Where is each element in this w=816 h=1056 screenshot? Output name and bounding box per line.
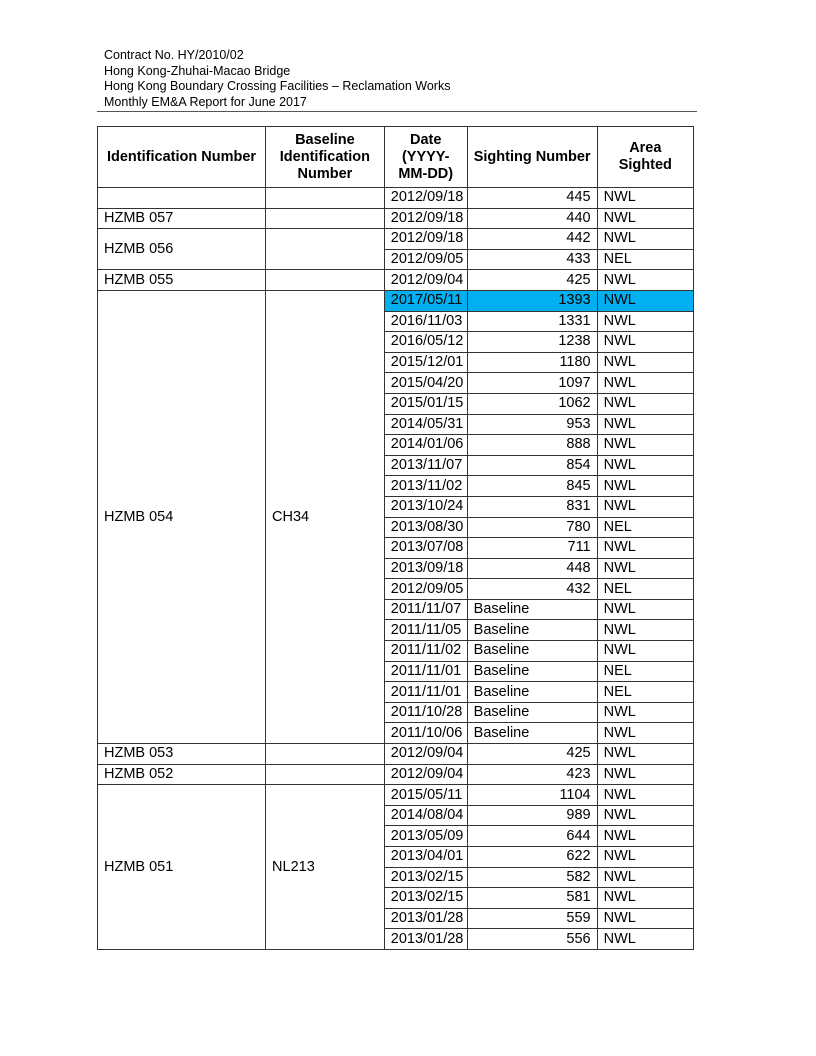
sighting-number-cell: 448 (467, 558, 597, 579)
table-body (98, 188, 694, 950)
project-name: Hong Kong-Zhuhai-Macao Bridge (104, 63, 291, 78)
area-sighted-cell: NWL (597, 599, 693, 620)
identification-number-cell (98, 188, 266, 209)
date-cell: 2012/09/05 (384, 579, 467, 600)
date-cell: 2013/09/18 (384, 558, 467, 579)
area-sighted-cell: NEL (597, 517, 693, 538)
date-cell: 2012/09/04 (384, 744, 467, 765)
sighting-number-cell: 432 (467, 579, 597, 600)
area-sighted-cell: NWL (597, 270, 693, 291)
sighting-number-cell: 423 (467, 764, 597, 785)
baseline-id-cell: CH34 (266, 290, 385, 743)
sighting-number-cell: Baseline (467, 702, 597, 723)
identification-number-cell: HZMB 053 (98, 744, 266, 765)
sighting-number-cell: 854 (467, 455, 597, 476)
area-sighted-cell: NWL (597, 373, 693, 394)
date-cell: 2011/11/01 (384, 661, 467, 682)
sighting-number-cell: 1097 (467, 373, 597, 394)
table-header-row (98, 127, 694, 188)
sighting-number-cell: 1180 (467, 352, 597, 373)
area-sighted-cell: NEL (597, 661, 693, 682)
sighting-number-cell: 425 (467, 270, 597, 291)
report-title: Monthly EM&A Report for June 2017 (104, 94, 307, 109)
sighting-number-cell: 1238 (467, 332, 597, 353)
area-sighted-cell: NWL (597, 723, 693, 744)
area-sighted-cell: NWL (597, 929, 693, 950)
report-header (104, 48, 450, 110)
sighting-number-cell: 581 (467, 888, 597, 909)
area-sighted-cell: NWL (597, 332, 693, 353)
area-sighted-cell: NWL (597, 888, 693, 909)
date-cell: 2014/01/06 (384, 435, 467, 456)
sighting-number-cell: 831 (467, 496, 597, 517)
date-cell: 2012/09/04 (384, 764, 467, 785)
area-sighted-cell: NWL (597, 538, 693, 559)
date-cell: 2013/11/02 (384, 476, 467, 497)
date-cell: 2013/05/09 (384, 826, 467, 847)
area-sighted-cell: NWL (597, 826, 693, 847)
sighting-number-cell: 1104 (467, 785, 597, 806)
sighting-number-cell: 711 (467, 538, 597, 559)
date-cell: 2013/01/28 (384, 908, 467, 929)
date-cell: 2016/05/12 (384, 332, 467, 353)
col-header-sighting-number: Sighting Number (467, 127, 597, 188)
area-sighted-cell: NWL (597, 352, 693, 373)
table-row (98, 764, 694, 785)
works-title: Hong Kong Boundary Crossing Facilities – Reclamation Works (104, 79, 451, 93)
date-cell: 2012/09/18 (384, 188, 467, 209)
identification-number-cell: HZMB 057 (98, 208, 266, 229)
date-cell: 2015/04/20 (384, 373, 467, 394)
sighting-number-cell: 442 (467, 229, 597, 250)
identification-number-cell: HZMB 055 (98, 270, 266, 291)
area-sighted-cell: NWL (597, 311, 693, 332)
sighting-number-cell: 433 (467, 249, 597, 270)
area-sighted-cell: NWL (597, 867, 693, 888)
date-cell: 2012/09/04 (384, 270, 467, 291)
date-cell: 2011/11/07 (384, 599, 467, 620)
date-cell: 2014/08/04 (384, 805, 467, 826)
date-cell: 2012/09/18 (384, 208, 467, 229)
area-sighted-cell: NWL (597, 229, 693, 250)
sighting-number-cell: 1393 (467, 290, 597, 311)
sighting-number-cell: 622 (467, 847, 597, 868)
date-cell: 2017/05/11 (384, 290, 467, 311)
sighting-number-cell: 644 (467, 826, 597, 847)
baseline-id-cell (266, 764, 385, 785)
date-cell: 2016/11/03 (384, 311, 467, 332)
date-cell: 2013/04/01 (384, 847, 467, 868)
identification-number-cell: HZMB 052 (98, 764, 266, 785)
date-cell: 2015/01/15 (384, 393, 467, 414)
date-cell: 2015/05/11 (384, 785, 467, 806)
sighting-number-cell: Baseline (467, 641, 597, 662)
date-cell: 2012/09/05 (384, 249, 467, 270)
date-cell: 2011/11/02 (384, 641, 467, 662)
baseline-id-cell (266, 744, 385, 765)
sighting-number-cell: 888 (467, 435, 597, 456)
table-row (98, 270, 694, 291)
sighting-number-cell: 989 (467, 805, 597, 826)
table-row (98, 188, 694, 209)
sighting-number-cell: Baseline (467, 682, 597, 703)
baseline-id-cell (266, 208, 385, 229)
area-sighted-cell: NWL (597, 785, 693, 806)
area-sighted-cell: NWL (597, 188, 693, 209)
identification-number-cell: HZMB 056 (98, 229, 266, 270)
area-sighted-cell: NWL (597, 641, 693, 662)
baseline-id-cell (266, 270, 385, 291)
sighting-number-cell: 845 (467, 476, 597, 497)
sighting-number-cell: 1062 (467, 393, 597, 414)
area-sighted-cell: NWL (597, 805, 693, 826)
area-sighted-cell: NEL (597, 249, 693, 270)
area-sighted-cell: NWL (597, 476, 693, 497)
date-cell: 2013/10/24 (384, 496, 467, 517)
sighting-number-cell: 425 (467, 744, 597, 765)
sighting-number-cell: 953 (467, 414, 597, 435)
date-cell: 2012/09/18 (384, 229, 467, 250)
area-sighted-cell: NEL (597, 579, 693, 600)
contract-number: Contract No. HY/2010/02 (104, 48, 244, 62)
date-cell: 2013/07/08 (384, 538, 467, 559)
date-cell: 2013/02/15 (384, 888, 467, 909)
header-divider (97, 111, 697, 112)
area-sighted-cell: NWL (597, 847, 693, 868)
area-sighted-cell: NWL (597, 908, 693, 929)
sighting-number-cell: Baseline (467, 599, 597, 620)
date-cell: 2011/11/01 (384, 682, 467, 703)
date-cell: 2013/01/28 (384, 929, 467, 950)
date-cell: 2011/10/06 (384, 723, 467, 744)
area-sighted-cell: NWL (597, 764, 693, 785)
col-header-date: Date (YYYY-MM-DD) (384, 127, 467, 188)
area-sighted-cell: NWL (597, 455, 693, 476)
col-header-baseline-identification-number: Baseline Identification Number (266, 127, 385, 188)
date-cell: 2013/02/15 (384, 867, 467, 888)
date-cell: 2014/05/31 (384, 414, 467, 435)
identification-number-cell: HZMB 054 (98, 290, 266, 743)
sighting-number-cell: Baseline (467, 661, 597, 682)
date-cell: 2015/12/01 (384, 352, 467, 373)
area-sighted-cell: NWL (597, 558, 693, 579)
sighting-number-cell: Baseline (467, 723, 597, 744)
baseline-id-cell (266, 229, 385, 270)
baseline-id-cell: NL213 (266, 785, 385, 950)
table-row (98, 785, 694, 806)
identification-number-cell: HZMB 051 (98, 785, 266, 950)
area-sighted-cell: NWL (597, 393, 693, 414)
table-row (98, 229, 694, 250)
area-sighted-cell: NWL (597, 744, 693, 765)
area-sighted-cell: NWL (597, 496, 693, 517)
sighting-number-cell: Baseline (467, 620, 597, 641)
area-sighted-cell: NWL (597, 290, 693, 311)
sighting-number-cell: 780 (467, 517, 597, 538)
table-row (98, 290, 694, 311)
date-cell: 2013/11/07 (384, 455, 467, 476)
area-sighted-cell: NWL (597, 208, 693, 229)
sighting-number-cell: 582 (467, 867, 597, 888)
area-sighted-cell: NEL (597, 682, 693, 703)
sighting-number-cell: 559 (467, 908, 597, 929)
area-sighted-cell: NWL (597, 620, 693, 641)
sighting-number-cell: 440 (467, 208, 597, 229)
sighting-number-cell: 556 (467, 929, 597, 950)
date-cell: 2013/08/30 (384, 517, 467, 538)
date-cell: 2011/11/05 (384, 620, 467, 641)
area-sighted-cell: NWL (597, 435, 693, 456)
area-sighted-cell: NWL (597, 414, 693, 435)
baseline-id-cell (266, 188, 385, 209)
sightings-table (97, 126, 694, 950)
sighting-number-cell: 1331 (467, 311, 597, 332)
sighting-number-cell: 445 (467, 188, 597, 209)
date-cell: 2011/10/28 (384, 702, 467, 723)
area-sighted-cell: NWL (597, 702, 693, 723)
col-header-identification-number: Identification Number (98, 127, 266, 188)
table-row (98, 208, 694, 229)
table-row (98, 744, 694, 765)
col-header-area-sighted: Area Sighted (597, 127, 693, 188)
